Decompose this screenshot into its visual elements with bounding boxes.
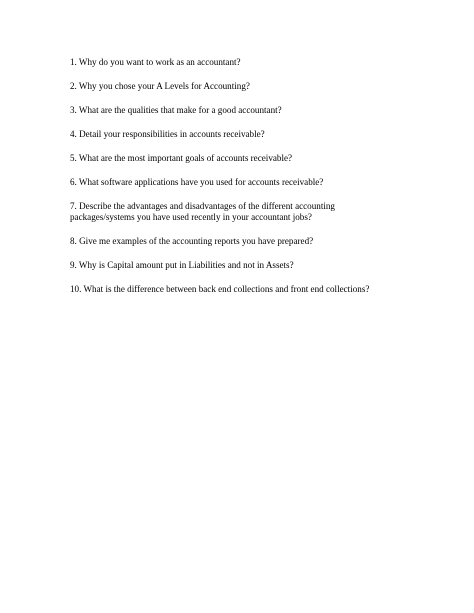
question-text: 5. What are the most important goals of accounts receivable? — [70, 153, 293, 163]
question-item — [70, 81, 466, 92]
question-item — [70, 105, 466, 116]
question-text: 3. What are the qualities that make for a good accountant? — [70, 105, 282, 115]
question-item — [70, 57, 466, 68]
question-text-line-1: 7. Describe the advantages and disadvantages of the different accounting — [70, 201, 335, 211]
question-item — [70, 129, 466, 140]
question-text: 4. Detail your responsibilities in accounts receivable? — [70, 129, 265, 139]
question-text: 2. Why you chose your A Levels for Accounting? — [70, 81, 250, 91]
question-text: 9. Why is Capital amount put in Liabilities and not in Assets? — [70, 260, 294, 270]
question-text: 6. What software applications have you used for accounts receivable? — [70, 177, 324, 187]
question-item — [70, 201, 466, 223]
question-item — [70, 153, 466, 164]
question-text: 1. Why do you want to work as an accountant? — [70, 57, 241, 67]
question-item — [70, 284, 466, 295]
question-item — [70, 260, 466, 271]
question-text: 8. Give me examples of the accounting reports you have prepared? — [70, 236, 314, 246]
question-item — [70, 236, 466, 247]
question-text: 10. What is the difference between back end collections and front end collections? — [70, 284, 370, 294]
question-text-line-2: packages/systems you have used recently in your accountant jobs? — [70, 212, 312, 222]
question-list — [70, 57, 466, 308]
question-item — [70, 177, 466, 188]
